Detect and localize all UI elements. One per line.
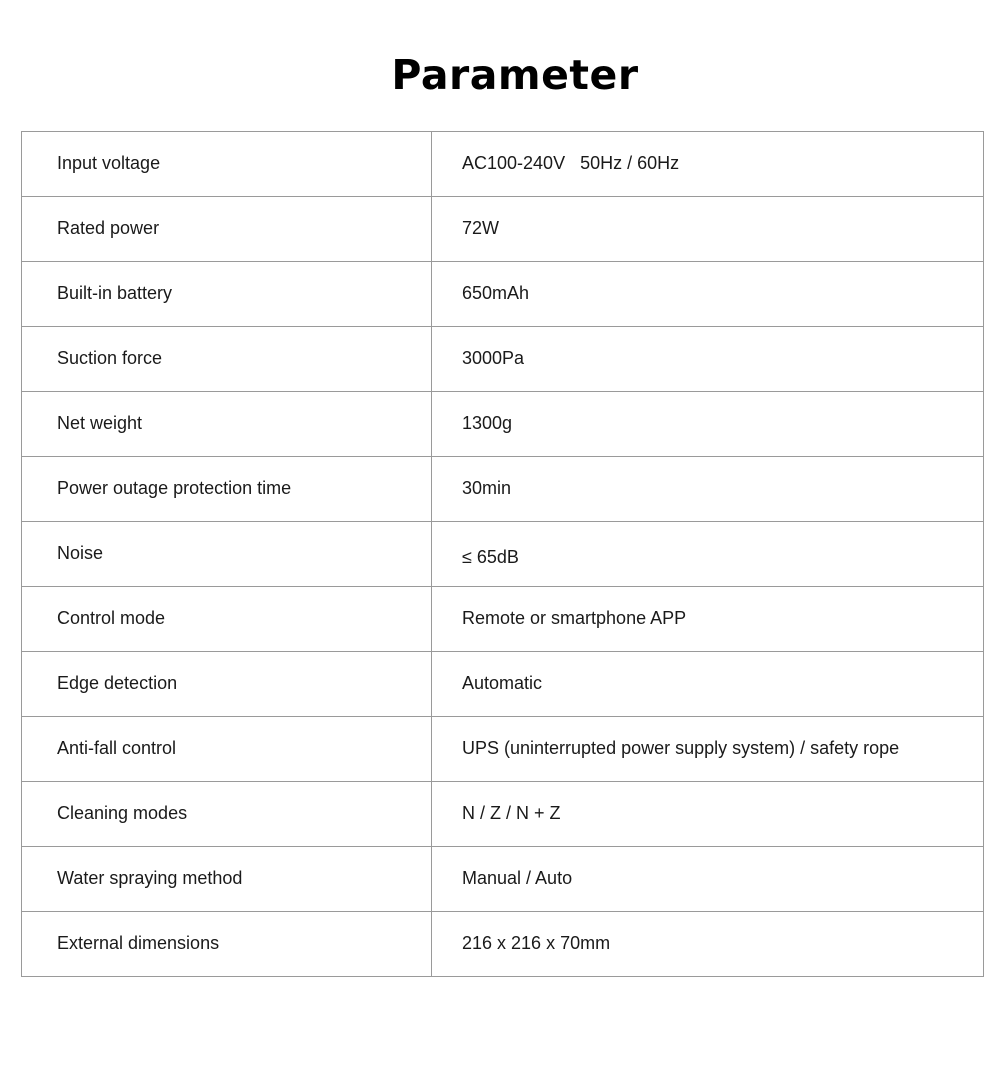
table-row-external-dimensions	[22, 912, 984, 977]
row-value	[432, 717, 984, 782]
row-label	[22, 652, 432, 717]
row-label	[22, 587, 432, 652]
row-value	[432, 327, 984, 392]
row-label	[22, 262, 432, 327]
table-row-noise	[22, 522, 984, 587]
parameter-table	[21, 131, 984, 977]
row-label	[22, 132, 432, 197]
row-value-text: 1300g	[462, 412, 513, 433]
row-label-text: Built-in battery	[57, 282, 173, 303]
table-row-cleaning-modes	[22, 782, 984, 847]
row-value-text: AC100-240V 50Hz / 60Hz	[462, 152, 680, 173]
row-label-text: Noise	[57, 542, 104, 563]
row-value-text: ≤ 65dB	[462, 546, 519, 567]
row-value-text: Manual / Auto	[462, 867, 573, 888]
row-value	[432, 912, 984, 977]
row-label	[22, 912, 432, 977]
row-value	[432, 197, 984, 262]
row-label	[22, 522, 432, 587]
table-row-edge-detection	[22, 652, 984, 717]
row-value-text: 72W	[462, 217, 500, 238]
table-row-water-spraying-method	[22, 847, 984, 912]
row-value	[432, 847, 984, 912]
row-label	[22, 197, 432, 262]
row-value	[432, 652, 984, 717]
row-value-text: N / Z / N + Z	[462, 802, 561, 823]
row-value-text: 650mAh	[462, 282, 530, 303]
row-label-text: Edge detection	[57, 672, 178, 693]
row-label-text: External dimensions	[57, 932, 220, 953]
row-label	[22, 457, 432, 522]
row-label-text: Rated power	[57, 217, 160, 238]
row-value	[432, 587, 984, 652]
table-row-rated-power	[22, 197, 984, 262]
row-label-text: Net weight	[57, 412, 143, 433]
row-label-text: Suction force	[57, 347, 163, 368]
table-row-anti-fall-control	[22, 717, 984, 782]
row-label	[22, 717, 432, 782]
row-value-text: 3000Pa	[462, 347, 525, 368]
row-value	[432, 782, 984, 847]
row-value-text: 30min	[462, 477, 512, 498]
table-row-suction-force	[22, 327, 984, 392]
row-label	[22, 782, 432, 847]
table-row-power-outage-protection-time	[22, 457, 984, 522]
page-title: Parameter	[391, 51, 639, 99]
row-label-text: Water spraying method	[57, 867, 243, 888]
row-value	[432, 132, 984, 197]
row-value	[432, 392, 984, 457]
row-label-text: Input voltage	[57, 152, 161, 173]
row-label	[22, 847, 432, 912]
table-row-control-mode	[22, 587, 984, 652]
table-row-net-weight	[22, 392, 984, 457]
row-value	[432, 457, 984, 522]
row-value-text: Automatic	[462, 672, 543, 693]
row-value	[432, 262, 984, 327]
row-value-text: Remote or smartphone APP	[462, 607, 687, 628]
row-label	[22, 327, 432, 392]
row-value-text: 216 x 216 x 70mm	[462, 932, 611, 953]
table-row-input-voltage	[22, 132, 984, 197]
row-label-text: Power outage protection time	[57, 477, 292, 498]
row-value	[432, 522, 984, 587]
row-label-text: Cleaning modes	[57, 802, 188, 823]
row-label-text: Control mode	[57, 607, 166, 628]
row-value-text: UPS (uninterrupted power supply system) / safety rope	[462, 737, 900, 758]
table-row-built-in-battery	[22, 262, 984, 327]
row-label	[22, 392, 432, 457]
row-label-text: Anti-fall control	[57, 737, 177, 758]
